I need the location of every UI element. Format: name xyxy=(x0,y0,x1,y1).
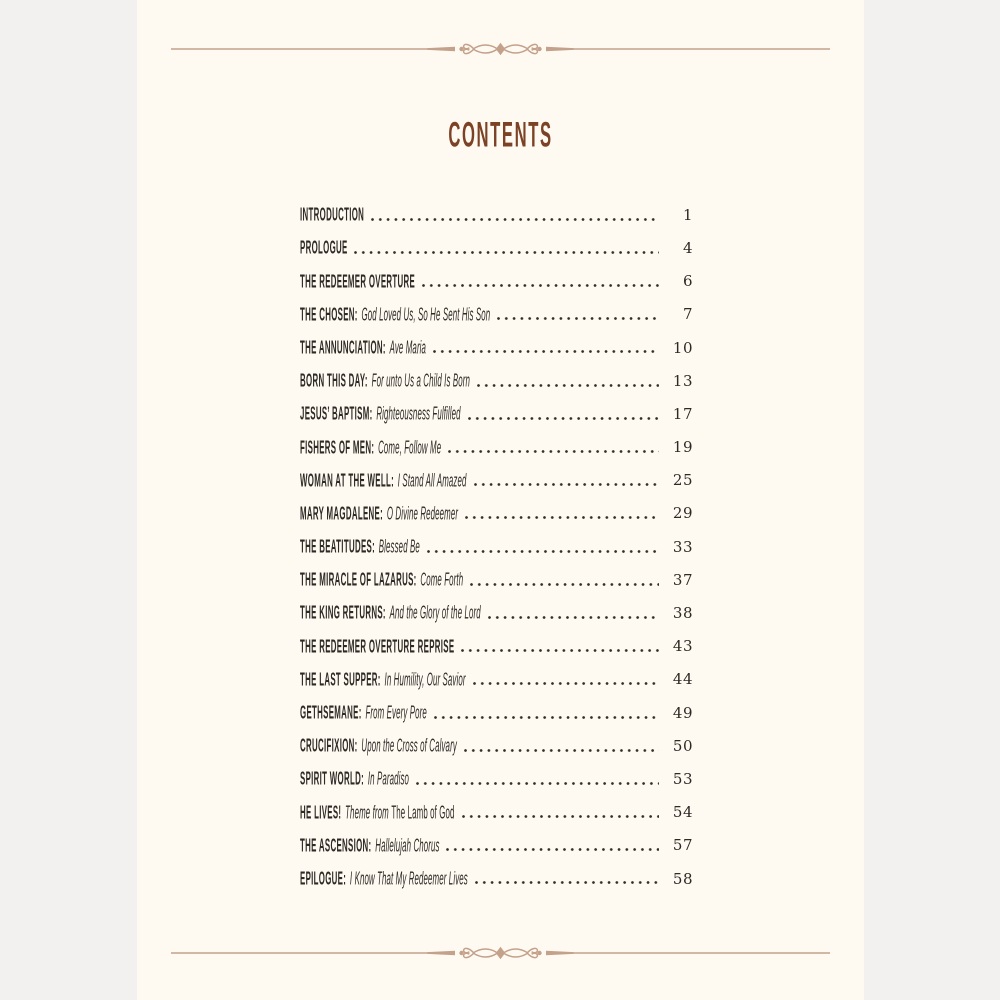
toc-entry-title: THE REDEEMER OVERTURE REPRISE xyxy=(300,636,455,657)
dot-leader xyxy=(468,417,659,420)
toc-entry-text xyxy=(300,338,426,358)
toc-entry-page-number: 33 xyxy=(672,537,693,556)
dot-leader xyxy=(497,317,659,320)
toc-entry xyxy=(300,298,693,331)
toc-entry xyxy=(300,663,693,696)
toc-entry-subtitle-roman: The Lamb of God xyxy=(391,802,455,823)
dot-leader xyxy=(470,583,659,586)
toc-entry-subtitle: I Know That My Redeemer Lives xyxy=(349,868,468,889)
toc-entry-text xyxy=(300,835,440,855)
toc-entry-title: SPIRIT WORLD: xyxy=(300,769,365,790)
toc-entry-title: THE REDEEMER OVERTURE xyxy=(300,271,416,292)
toc-entry xyxy=(300,264,693,297)
toc-entry xyxy=(300,464,693,497)
contents-page xyxy=(137,0,864,1000)
toc-entry-page-number: 25 xyxy=(672,471,693,490)
toc-entry-text xyxy=(300,470,466,490)
toc-entry-title: INTRODUCTION xyxy=(300,204,365,226)
toc-entry-page-number: 1 xyxy=(682,205,693,224)
toc-entry-subtitle: From Every Pore xyxy=(365,702,427,723)
toc-entry-page-number: 6 xyxy=(682,272,693,291)
toc-entry-subtitle: Upon the Cross of Calvary xyxy=(361,735,457,757)
toc-entry-text xyxy=(300,869,468,889)
toc-entry-title: EPILOGUE: xyxy=(300,868,347,889)
dot-leader xyxy=(371,218,659,221)
toc-entry-title: MARY MAGDALENE: xyxy=(300,503,384,524)
toc-entry xyxy=(300,563,693,596)
toc-entry-title: FISHERS OF MEN: xyxy=(300,437,375,458)
toc-entry-subtitle: And the Glory of the Lord xyxy=(389,603,481,624)
toc-entry-text xyxy=(300,703,427,723)
toc-entry-page-number: 38 xyxy=(672,604,693,623)
toc-entry-text xyxy=(300,736,457,756)
toc-entry-text xyxy=(300,271,415,291)
toc-entry-subtitle: I Stand All Amazed xyxy=(397,470,467,491)
toc-entry-subtitle: O Divine Redeemer xyxy=(386,503,459,524)
toc-entry-title: WOMAN AT THE WELL: xyxy=(300,470,395,491)
toc-entry xyxy=(300,795,693,828)
toc-entry-title: THE ANNUNCIATION: xyxy=(300,337,386,358)
toc-entry xyxy=(300,829,693,862)
toc-entry-subtitle: Blessed Be xyxy=(378,536,420,558)
page-title xyxy=(137,114,864,155)
toc-entry-text xyxy=(300,437,441,457)
dot-leader xyxy=(465,516,659,519)
toc-entry-page-number: 29 xyxy=(672,504,693,523)
toc-entry-subtitle: Come Forth xyxy=(420,569,464,591)
toc-entry-text xyxy=(300,205,364,225)
toc-entry-page-number: 4 xyxy=(682,238,693,257)
toc-entry-title: THE KING RETURNS: xyxy=(300,603,386,624)
toc-entry xyxy=(300,331,693,364)
toc-entry xyxy=(300,629,693,662)
toc-entry-title: GETHSEMANE: xyxy=(300,702,362,723)
toc-entry-title: CRUCIFIXION: xyxy=(300,735,358,757)
toc-entry xyxy=(300,696,693,729)
toc-entry-subtitle: Hallelujah Chorus xyxy=(375,835,440,856)
toc-entry-text xyxy=(300,537,420,557)
toc-entry-page-number: 19 xyxy=(672,438,693,457)
toc-entry-text xyxy=(300,769,409,789)
toc-entry-text xyxy=(300,636,454,656)
dot-leader xyxy=(473,682,659,685)
toc-entry xyxy=(300,497,693,530)
toc-entry-page-number: 49 xyxy=(672,703,693,722)
toc-entry-text xyxy=(300,570,463,590)
dot-leader xyxy=(475,881,659,884)
toc-entry-title: PROLOGUE xyxy=(300,238,348,259)
dot-leader xyxy=(354,251,659,254)
toc-entry-subtitle: God Loved Us, So He Sent His Son xyxy=(361,304,491,325)
toc-entry xyxy=(300,364,693,397)
dot-leader xyxy=(446,848,659,851)
toc-entry-page-number: 57 xyxy=(672,836,693,855)
toc-entry-page-number: 13 xyxy=(672,371,693,390)
toc-entry-text xyxy=(300,670,466,690)
toc-entry-subtitle: For unto Us a Child Is Born xyxy=(371,370,471,392)
dot-leader xyxy=(422,284,659,287)
dot-leader xyxy=(474,483,659,486)
toc-entry-text xyxy=(300,802,455,822)
toc-entry-title: JESUS’ BAPTISM: xyxy=(300,404,373,425)
toc-entry-page-number: 44 xyxy=(672,670,693,689)
toc-entry-page-number: 17 xyxy=(672,404,693,423)
toc-entry xyxy=(300,430,693,463)
toc-entry-subtitle: Theme from xyxy=(345,802,389,823)
toc-entry xyxy=(300,397,693,430)
dot-leader xyxy=(427,550,659,553)
dot-leader xyxy=(477,384,659,387)
dot-leader xyxy=(416,782,659,785)
dot-leader xyxy=(433,350,659,353)
page-title-text: CONTENTS xyxy=(448,114,553,155)
toc-entry-page-number: 43 xyxy=(672,637,693,656)
toc-entry xyxy=(300,198,693,231)
toc-entry-text xyxy=(300,504,458,524)
flourish-divider-icon xyxy=(171,940,830,966)
toc-entry-title: THE ASCENSION: xyxy=(300,835,372,856)
toc-entry-page-number: 54 xyxy=(672,803,693,822)
toc-entry-text xyxy=(300,304,490,324)
toc-entry-page-number: 7 xyxy=(682,305,693,324)
toc-entry xyxy=(300,530,693,563)
toc-entry-title: HE LIVES! xyxy=(300,802,342,823)
dot-leader xyxy=(464,749,659,752)
toc-entry-text xyxy=(300,603,481,623)
toc-entry-title: THE LAST SUPPER: xyxy=(300,669,381,690)
dot-leader xyxy=(462,815,659,818)
toc-entry-title: THE BEATITUDES: xyxy=(300,536,376,558)
toc-entry-page-number: 10 xyxy=(672,338,693,357)
dot-leader xyxy=(461,649,659,652)
toc-entry-subtitle: In Paradiso xyxy=(367,769,410,790)
toc-entry-title: THE MIRACLE OF LAZARUS: xyxy=(300,569,417,591)
toc-entry-page-number: 37 xyxy=(672,570,693,589)
toc-entry xyxy=(300,729,693,762)
dot-leader xyxy=(448,450,659,453)
flourish-divider-icon xyxy=(171,36,830,62)
toc-entry-page-number: 50 xyxy=(672,736,693,755)
toc-entry-page-number: 58 xyxy=(672,869,693,888)
toc-entry xyxy=(300,762,693,795)
toc-entry-text xyxy=(300,371,470,391)
toc-entry-text xyxy=(300,404,461,424)
toc-entry xyxy=(300,862,693,895)
toc-entry-text xyxy=(300,238,348,258)
toc-entry xyxy=(300,596,693,629)
toc-entry-subtitle: Righteousness Fulfilled xyxy=(376,404,461,425)
toc-entry-subtitle: Ave Maria xyxy=(389,337,427,358)
toc-entry-page-number: 53 xyxy=(672,769,693,788)
table-of-contents xyxy=(300,198,693,895)
toc-entry-subtitle: In Humility, Our Savior xyxy=(384,669,466,690)
dot-leader xyxy=(434,716,659,719)
toc-entry-title: THE CHOSEN: xyxy=(300,304,358,325)
toc-entry-title: BORN THIS DAY: xyxy=(300,370,368,392)
dot-leader xyxy=(488,616,659,619)
toc-entry xyxy=(300,231,693,264)
toc-entry-subtitle: Come, Follow Me xyxy=(378,437,442,458)
